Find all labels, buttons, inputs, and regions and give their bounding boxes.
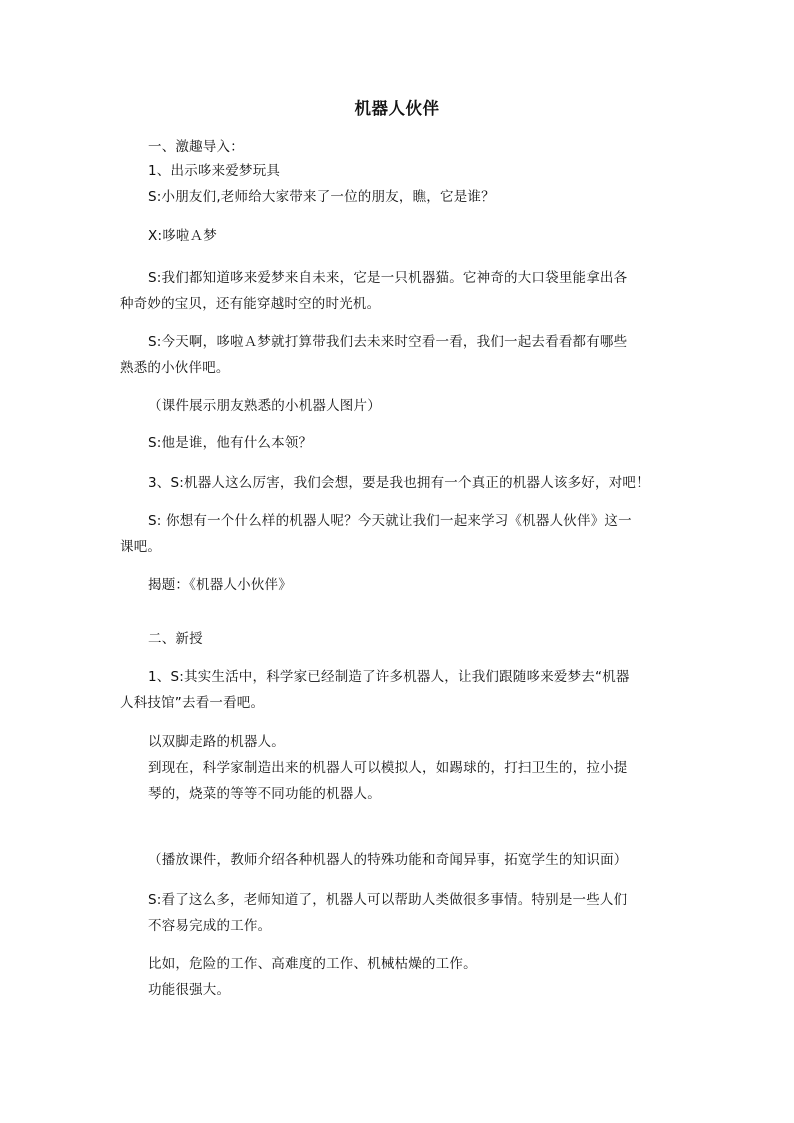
paragraph-line: 熟悉的小伙伴吧。 (120, 360, 230, 376)
paragraph-line: 1、出示哆来爱梦玩具 (148, 163, 281, 179)
document-title: 机器人伙伴 (354, 99, 440, 118)
paragraph-line: S:小朋友们,老师给大家带来了一位的朋友，瞧，它是谁？ (148, 189, 495, 205)
paragraph-line: S:他是谁，他有什么本领？ (148, 435, 313, 451)
paragraph-line: X:哆啦Ａ梦 (148, 228, 217, 244)
paragraph-line: 课吧。 (120, 539, 162, 555)
paragraph-line: （播放课件，教师介绍各种机器人的特殊功能和奇闻异事，拓宽学生的知识面） (148, 852, 628, 868)
paragraph-line: S:看了这么多，老师知道了，机器人可以帮助人类做很多事情。特别是一些人们 (148, 892, 628, 908)
paragraph-line: 人科技馆”去看一看吧。 (120, 695, 265, 711)
paragraph-line: （课件展示朋友熟悉的小机器人图片） (148, 398, 381, 414)
paragraph-line: 不容易完成的工作。 (148, 918, 272, 934)
paragraph-line: S: 你想有一个什么样的机器人呢？今天就让我们一起来学习《机器人伙伴》这一 (148, 513, 632, 529)
paragraph-line: S:今天啊，哆啦Ａ梦就打算带我们去未来时空看一看，我们一起去看看都有哪些 (148, 334, 628, 350)
section-heading-intro: 一、激趣导入： (148, 139, 244, 155)
paragraph-line: 种奇妙的宝贝，还有能穿越时空的时光机。 (120, 296, 381, 312)
paragraph-line: 比如，危险的工作、高难度的工作、机械枯燥的工作。 (148, 956, 477, 972)
paragraph-line: 揭题：《机器人小伙伴》 (148, 577, 292, 593)
paragraph-line: 到现在，科学家制造出来的机器人可以模拟人，如踢球的，打扫卫生的，拉小提 (148, 760, 628, 776)
paragraph-line: 3、S:机器人这么厉害，我们会想，要是我也拥有一个真正的机器人该多好，对吧！ (148, 475, 650, 491)
paragraph-line: 功能很强大。 (148, 982, 231, 998)
section-heading-new-lesson: 二、新授 (148, 631, 203, 647)
paragraph-line: 以双脚走路的机器人。 (148, 734, 285, 750)
paragraph-line: 1、S:其实生活中，科学家已经制造了许多机器人，让我们跟随哆来爱梦去“机器 (148, 669, 630, 685)
paragraph-line: S:我们都知道哆来爱梦来自未来，它是一只机器猫。它神奇的大口袋里能拿出各 (148, 270, 628, 286)
paragraph-line: 琴的，烧菜的等等不同功能的机器人。 (148, 786, 381, 802)
